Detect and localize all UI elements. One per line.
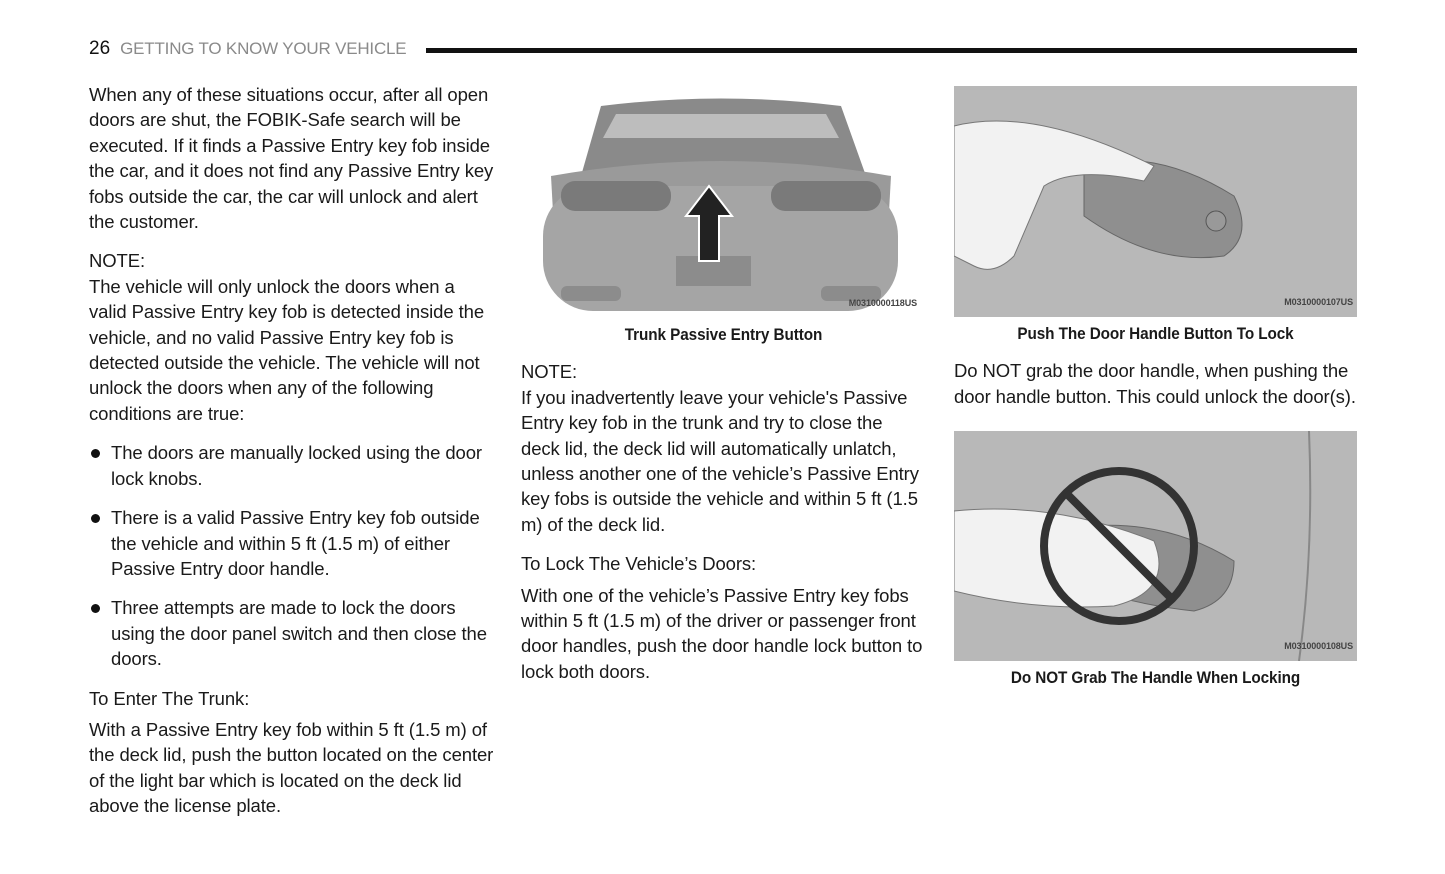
trunk-text: With a Passive Entry key fob within 5 ft (1.5 m) of the deck lid, push the button located on the center of the light bar which is located on the deck lid above the license plate. <box>89 718 494 817</box>
note-label: NOTE: <box>89 250 146 272</box>
figure-caption: Do NOT Grab The Handle When Locking <box>1010 668 1301 688</box>
list-item: The doors are manually locked using the door lock knobs. <box>89 440 494 491</box>
section-title: GETTING TO KNOW YOUR VEHICLE <box>120 39 407 58</box>
list-item: Three attempts are made to lock the doors using the door panel switch and then close the doors. <box>89 595 494 671</box>
figure-code: M0310000118US <box>848 297 917 308</box>
column-3 <box>954 86 1357 703</box>
column-2 <box>521 86 926 698</box>
page-header <box>89 38 1357 60</box>
figure-code: M0310000107US <box>1284 296 1353 307</box>
figure-code: M0310000108US <box>1284 640 1353 651</box>
figure-caption: Trunk Passive Entry Button <box>624 325 823 344</box>
intro-paragraph: When any of these situations occur, after all open doors are shut, the FOBIK-Safe search will be executed. If it finds a Passive Entry key fob inside the car, and it does not find any Passive Entry key fobs outside the car, the car will unlock and alert the customer. <box>89 84 494 233</box>
column-1 <box>89 82 494 833</box>
trunk-heading: To Enter The Trunk: <box>89 687 250 709</box>
door-handle-push-illustration <box>954 86 1357 317</box>
door-handle-grab-figure <box>954 431 1357 661</box>
door-handle-grab-illustration <box>954 431 1357 661</box>
list-item: There is a valid Passive Entry key fob outside the vehicle and within 5 ft (1.5 m) of either Passive Entry door handle. <box>89 505 494 581</box>
car-rear-illustration <box>521 86 921 318</box>
note-label: NOTE: <box>521 361 578 383</box>
note-text: The vehicle will only unlock the doors when a valid Passive Entry key fob is detected inside the vehicle, and no valid Passive Entry key fob is detected outside the vehicle. The vehicle will not unlock the doors when any of the following conditions are true: <box>89 275 485 424</box>
figure-caption: Push The Door Handle Button To Lock <box>1017 324 1294 343</box>
lock-text: With one of the vehicle’s Passive Entry key fobs within 5 ft (1.5 m) of the driver or passenger front door handles, push the door handle lock button to lock both doors. <box>521 584 923 682</box>
conditions-list <box>89 440 494 671</box>
door-handle-push-figure <box>954 86 1357 317</box>
header-rule <box>426 48 1357 53</box>
warning-text: Do NOT grab the door handle, when pushing the door handle button. This could unlock the door(s). <box>954 360 1356 407</box>
note-text: If you inadvertently leave your vehicle's Passive Entry key fob in the trunk and try to close the deck lid, the deck lid will automatically unlatch, unless another one of the vehicle’s Passive Entry key fobs is outside the vehicle and within 5 ft (1.5 m) of the deck lid. <box>521 386 919 535</box>
page-number: 26 <box>89 38 111 59</box>
lock-heading: To Lock The Vehicle’s Doors: <box>521 553 757 575</box>
trunk-figure <box>521 86 921 318</box>
